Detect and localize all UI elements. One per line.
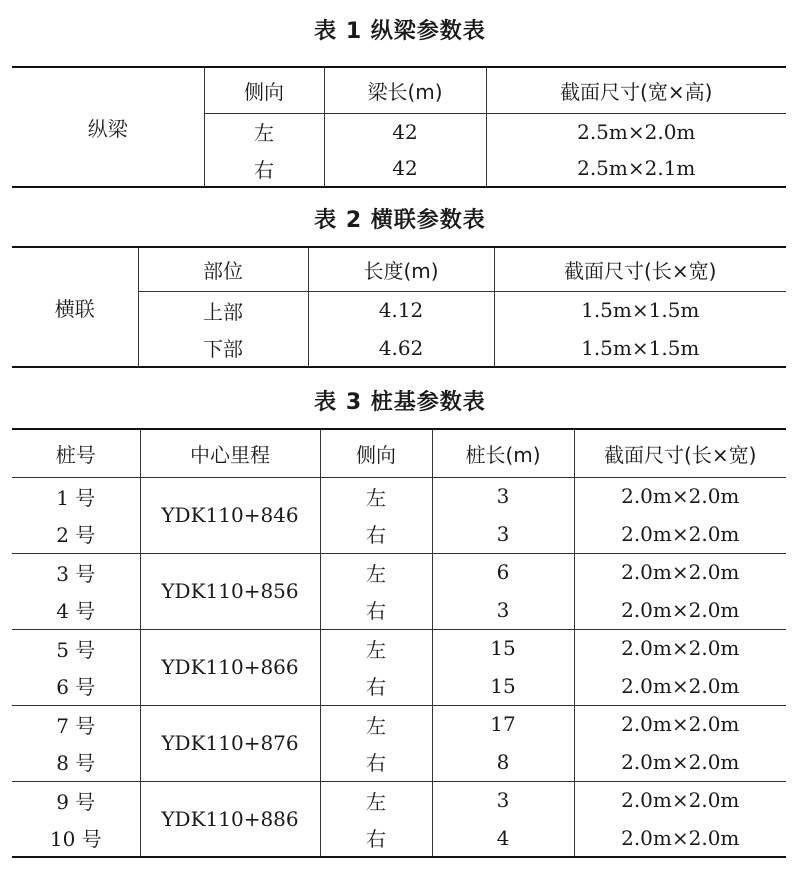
pile-length-cell: 3: [432, 781, 574, 819]
side-cell: 右: [320, 743, 432, 781]
table-row: [12, 553, 786, 591]
mileage-cell: YDK110+856: [140, 553, 320, 629]
pile-length-cell: 3: [432, 591, 574, 629]
table1-longitudinal-beam: [12, 66, 786, 188]
table3-header-side: 侧向: [320, 429, 432, 477]
table-row: [12, 781, 786, 819]
pile-length-cell: 6: [432, 553, 574, 591]
table2-length-cell: 4.12: [308, 291, 494, 329]
table2-header-part: 部位: [138, 247, 308, 291]
table1-side-cell: 右: [204, 150, 324, 187]
pile-length-cell: 8: [432, 743, 574, 781]
side-cell: 左: [320, 705, 432, 743]
table2-caption: 表 2 横联参数表: [314, 208, 486, 233]
table3-pile-foundation: [12, 428, 786, 858]
table3-header-pile: 桩号: [12, 429, 140, 477]
section-cell: 2.0m×2.0m: [574, 705, 786, 743]
pile-length-cell: 17: [432, 705, 574, 743]
table1-caption: 表 1 纵梁参数表: [314, 19, 486, 44]
mileage-cell: YDK110+866: [140, 629, 320, 705]
pile-length-cell: 15: [432, 629, 574, 667]
pile-number-cell: 7 号: [56, 713, 96, 738]
table1-section-cell: 2.5m×2.0m: [486, 113, 786, 150]
table1-header-section: 截面尺寸(宽×高): [486, 67, 786, 113]
table2-part-cell: 下部: [138, 329, 308, 367]
table1-section-cell: 2.5m×2.1m: [486, 150, 786, 187]
table1-row-label: 纵梁: [87, 116, 128, 141]
pile-length-cell: 4: [432, 819, 574, 857]
table1-header-row: [12, 67, 786, 113]
table2-header-length: 长度(m): [308, 247, 494, 291]
section-cell: 2.0m×2.0m: [574, 667, 786, 705]
section-cell: 2.0m×2.0m: [574, 477, 786, 515]
table3-header-mileage: 中心里程: [140, 429, 320, 477]
table1-length-cell: 42: [324, 150, 486, 187]
section-cell: 2.0m×2.0m: [574, 781, 786, 819]
table-row: [12, 629, 786, 667]
table1-length-cell: 42: [324, 113, 486, 150]
section-cell: 2.0m×2.0m: [574, 553, 786, 591]
pile-number-cell: 2 号: [12, 515, 140, 553]
section-cell: 2.0m×2.0m: [574, 743, 786, 781]
pile-number-cell: 5 号: [56, 637, 96, 662]
table-row: [12, 743, 786, 781]
side-cell: 左: [320, 629, 432, 667]
table-row: [12, 591, 786, 629]
table-row: [12, 819, 786, 857]
table2-header-section: 截面尺寸(长×宽): [494, 247, 786, 291]
section-cell: 2.0m×2.0m: [574, 629, 786, 667]
table-row: [12, 705, 786, 743]
table1-header-side: 侧向: [204, 67, 324, 113]
table3-header-section: 截面尺寸(长×宽): [574, 429, 786, 477]
pile-number-cell: 9 号: [56, 789, 96, 814]
table2-length-cell: 4.62: [308, 329, 494, 367]
side-cell: 右: [320, 667, 432, 705]
mileage-cell: YDK110+846: [140, 477, 320, 553]
table2-section-cell: 1.5m×1.5m: [494, 291, 786, 329]
section-cell: 2.0m×2.0m: [574, 591, 786, 629]
pile-number-cell: 1 号: [56, 485, 96, 510]
section-cell: 2.0m×2.0m: [574, 515, 786, 553]
mileage-cell: YDK110+876: [140, 705, 320, 781]
table2-header-row: [12, 247, 786, 291]
table2-section-cell: 1.5m×1.5m: [494, 329, 786, 367]
mileage-cell: YDK110+886: [140, 781, 320, 857]
table1-header-length: 梁长(m): [324, 67, 486, 113]
side-cell: 右: [320, 515, 432, 553]
pile-number-cell: 4 号: [12, 591, 140, 629]
side-cell: 左: [320, 781, 432, 819]
side-cell: 左: [320, 477, 432, 515]
table-row: [12, 667, 786, 705]
table1-side-cell: 左: [204, 113, 324, 150]
pile-number-cell: 3 号: [56, 561, 96, 586]
table-row: [12, 477, 786, 515]
table2-row-label: 横联: [54, 296, 95, 321]
pile-number-cell: 10 号: [49, 827, 102, 851]
table2-cross-bracing: [12, 246, 786, 368]
side-cell: 右: [320, 591, 432, 629]
table3-header-row: [12, 429, 786, 477]
table-row: [12, 515, 786, 553]
pile-length-cell: 15: [432, 667, 574, 705]
side-cell: 右: [320, 819, 432, 857]
table3-header-length: 桩长(m): [432, 429, 574, 477]
table3-caption: 表 3 桩基参数表: [314, 390, 486, 415]
side-cell: 左: [320, 553, 432, 591]
table2-part-cell: 上部: [138, 291, 308, 329]
section-cell: 2.0m×2.0m: [574, 819, 786, 857]
pile-number-cell: 6 号: [12, 667, 140, 705]
pile-number-cell: 8 号: [12, 743, 140, 781]
pile-length-cell: 3: [432, 477, 574, 515]
pile-length-cell: 3: [432, 515, 574, 553]
